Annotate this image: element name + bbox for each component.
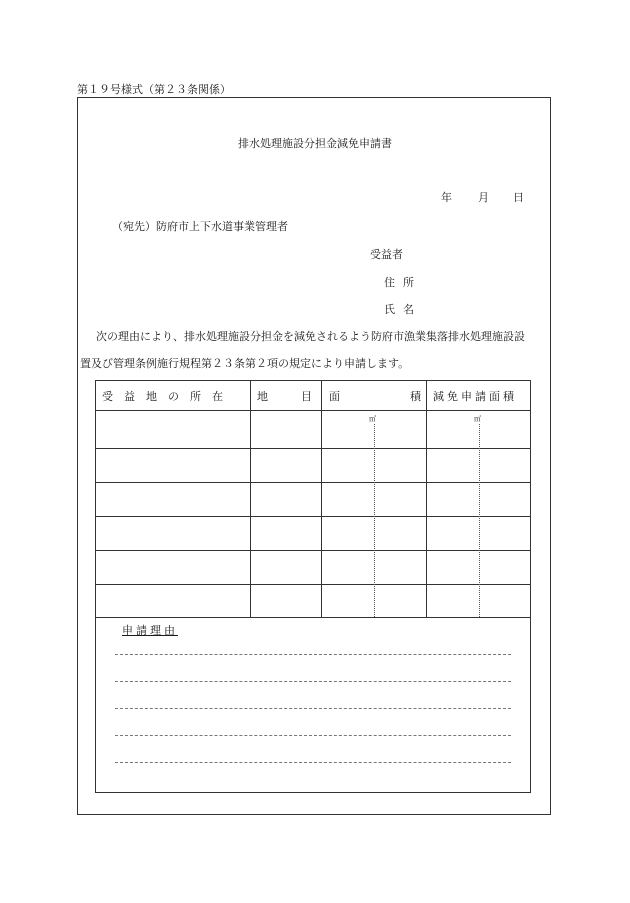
body-text-line-2: 置及び管理条例施行規程第２３条第２項の規定により申請します。	[80, 357, 410, 370]
exemption-decimal-divider	[479, 424, 480, 617]
row-border-2	[95, 482, 531, 483]
header-exemption-area: 減免申請面積	[433, 390, 517, 403]
date-day-label: 日	[513, 191, 524, 204]
reason-title: 申請理由	[122, 624, 178, 637]
col-divider-3	[426, 380, 427, 617]
header-area-suffix: 積	[410, 390, 421, 403]
addressee: （宛先）防府市上下水道事業管理者	[112, 220, 288, 233]
reason-line-3	[115, 708, 511, 709]
date-month-label: 月	[478, 191, 489, 204]
beneficiary-label: 受益者	[370, 248, 403, 261]
land-table	[95, 380, 531, 793]
reason-line-1	[115, 654, 511, 655]
name-label: 氏名	[384, 303, 422, 316]
reason-line-5	[115, 762, 511, 763]
row-border-3	[95, 516, 531, 517]
header-row-border	[95, 410, 531, 411]
header-location: 受 益 地 の 所 在	[102, 390, 223, 403]
date-year-label: 年	[441, 191, 452, 204]
form-number-label: 第１９号様式（第２３条関係）	[77, 83, 231, 96]
form-title: 排水処理施設分担金減免申請書	[238, 137, 392, 150]
row-border-1	[95, 448, 531, 449]
area-decimal-divider	[374, 424, 375, 617]
address-label: 住所	[384, 276, 422, 289]
row-border-6	[95, 617, 531, 618]
header-land-category: 地 目	[257, 390, 312, 403]
body-text-line-1: 次の理由により、排水処理施設分担金を減免されるよう防府市漁業集落排水処理施設設	[96, 330, 525, 343]
reason-line-2	[115, 681, 511, 682]
area-unit: ㎡	[369, 415, 376, 423]
header-area: 面	[329, 390, 340, 403]
row-border-4	[95, 550, 531, 551]
exemption-area-unit: ㎡	[474, 415, 481, 423]
col-divider-2	[321, 380, 322, 617]
col-divider-1	[250, 380, 251, 617]
reason-line-4	[115, 735, 511, 736]
row-border-5	[95, 584, 531, 585]
